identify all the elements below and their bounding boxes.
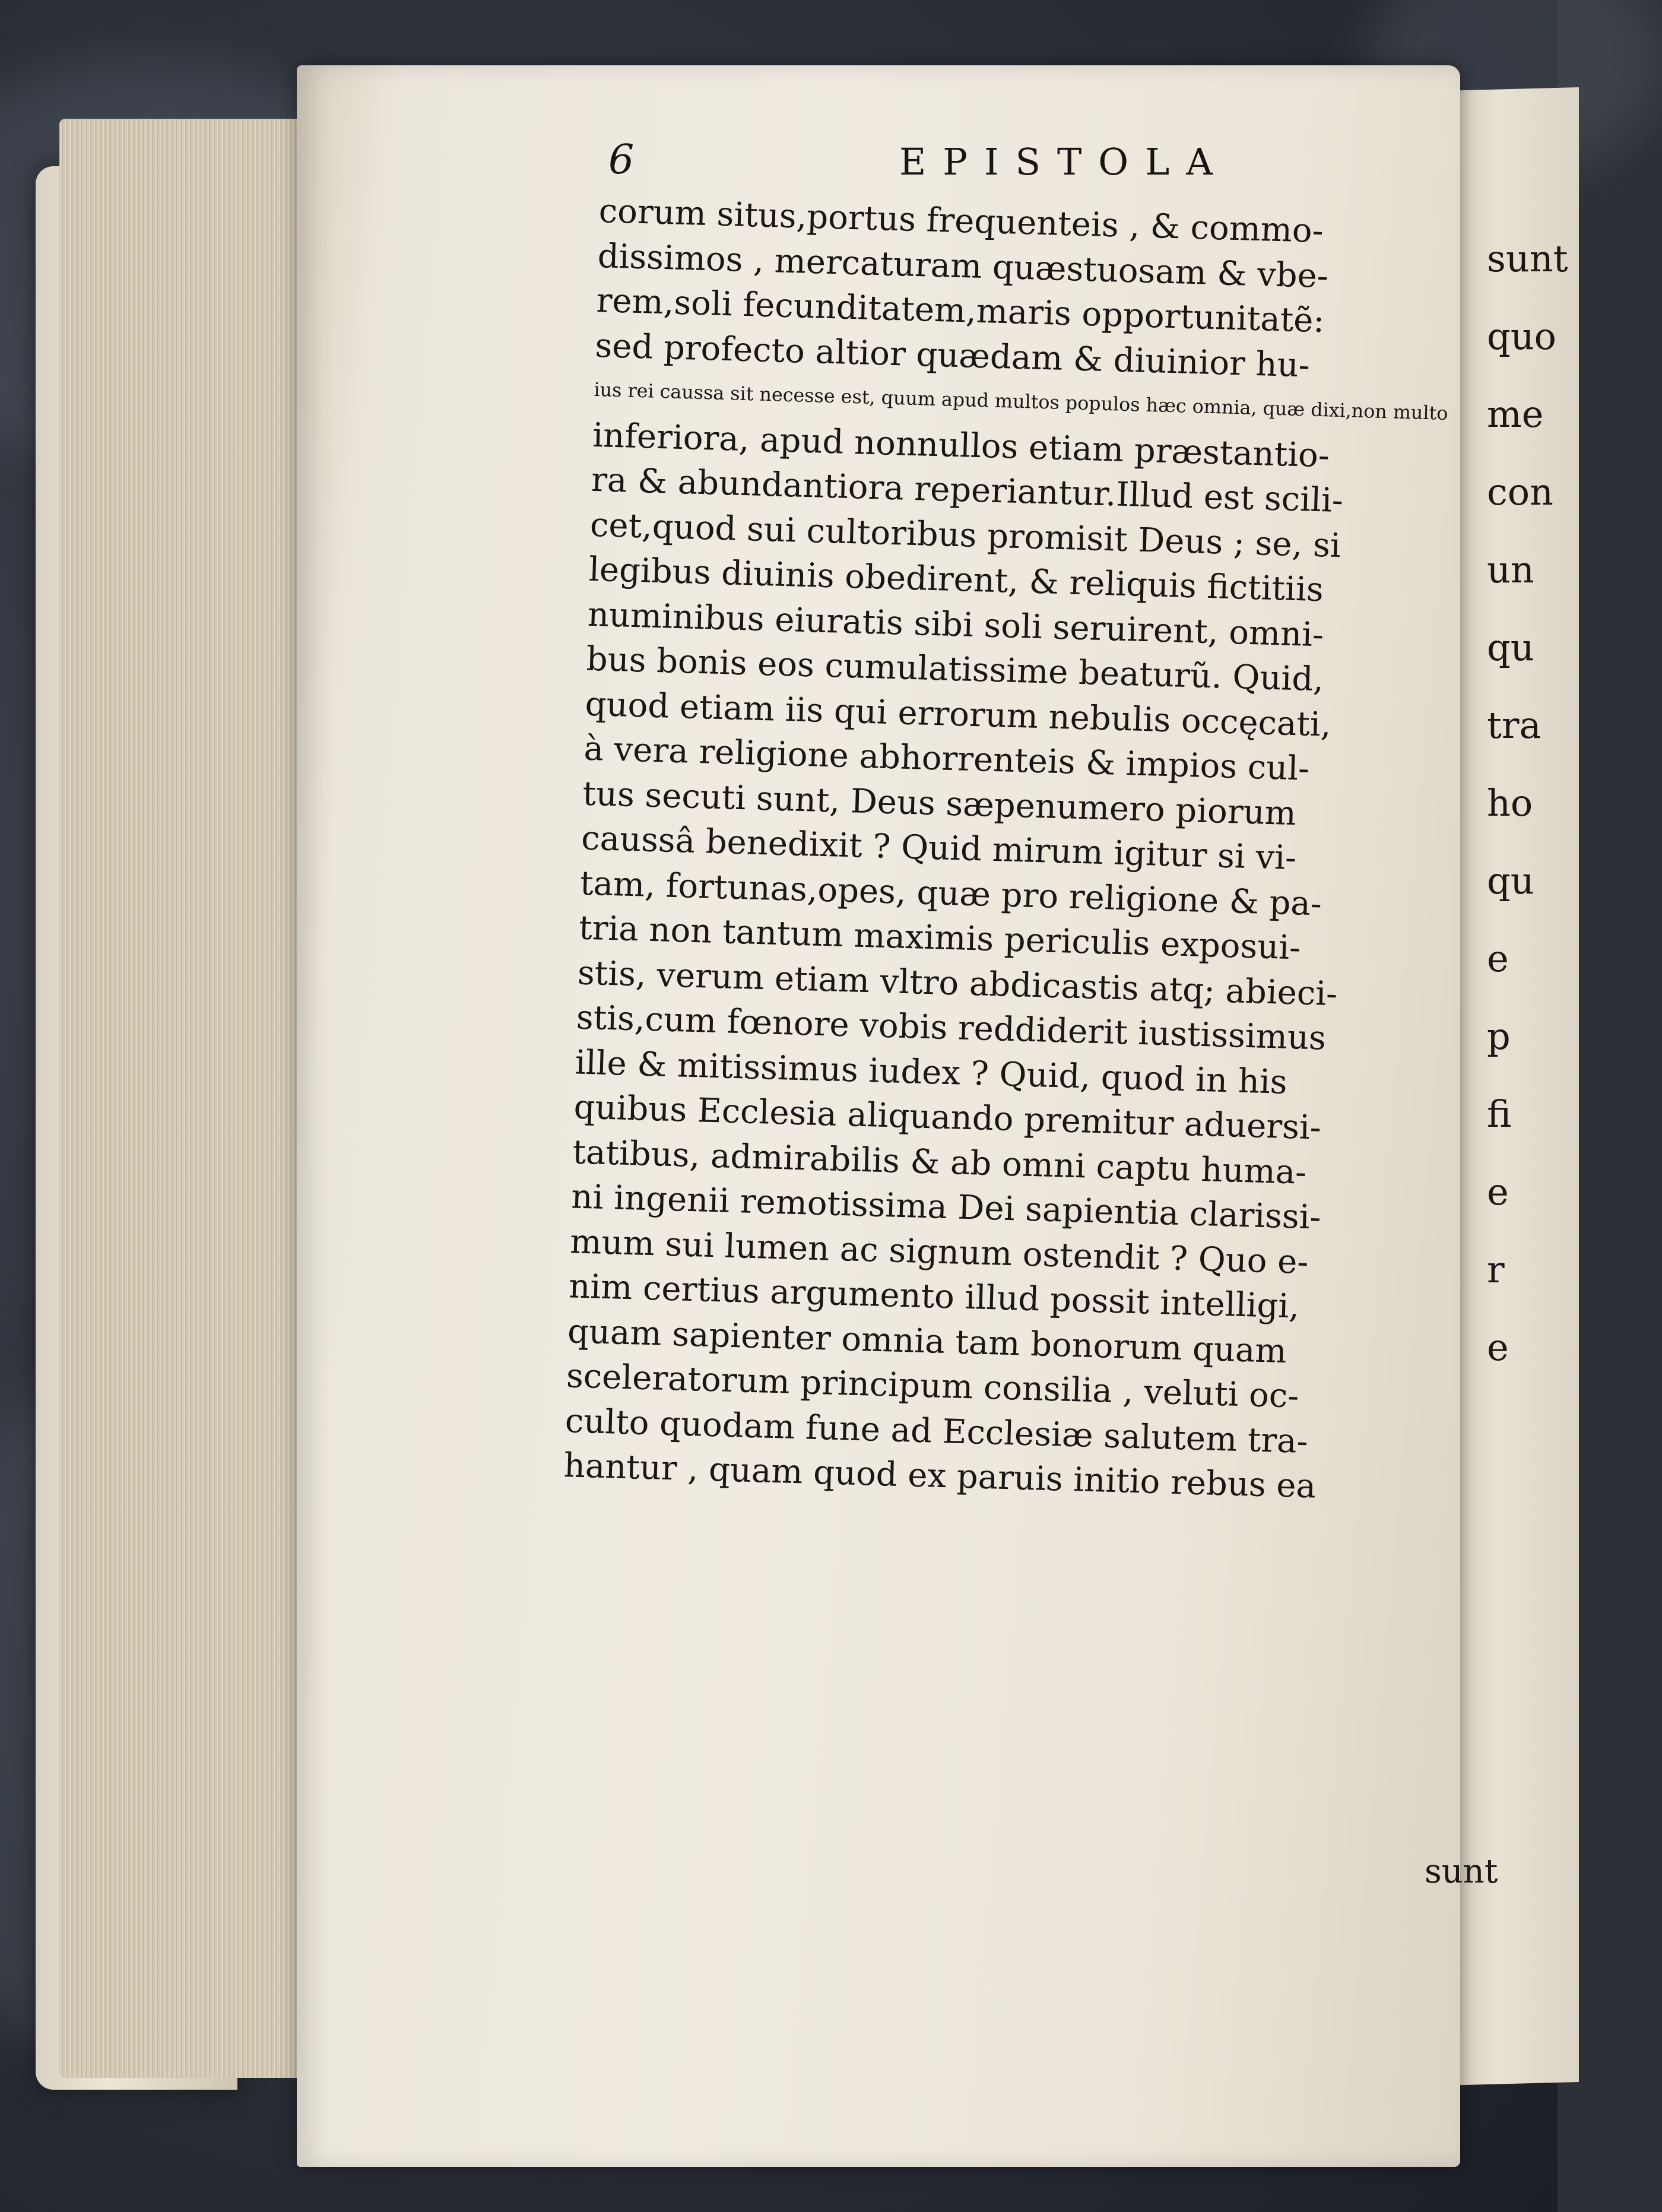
text-line: culto quodam fune ad Ecclesiæ salutem tra- [564,1401,1309,1461]
text-line: corum situs,portus frequenteis , & commo- [598,191,1324,251]
page-number: 6 [608,137,635,183]
running-head: EPISTOLA [899,140,1230,183]
text-line: cet,quod sui cultoribus promisit Deus ; se, si [589,505,1341,565]
text-line: tus secuti sunt, Deus sæpenumero piorum [582,774,1297,833]
text-line: tatibus, admirabilis & ab omni captu huma- [572,1132,1307,1192]
page-edges [59,119,309,2078]
text-line: mum sui lumen ac signum ostendit ? Quo e- [569,1222,1309,1282]
text-line: caussâ benedixit ? Quid mirum igitur si vi- [581,819,1297,878]
text-line: numinibus eiuratis sibi soli seruirent, omni- [587,595,1324,654]
text-line: hantur , quam quod ex paruis initio rebus ea [563,1446,1317,1506]
text-line: bus bonis eos cumulatissime beaturũ. Quid, [585,639,1324,699]
text-line: quibus Ecclesia aliquando premitur aduersi- [573,1088,1322,1148]
text-line: sceleratorum principum consilia , veluti oc- [566,1357,1300,1416]
text-line: sed profecto altior quædam & diuinior hu- [594,326,1311,385]
text-line: stis, verum etiam vltro abdicastis atq; abieci- [577,953,1339,1013]
catchword: sunt [1425,1852,1498,1891]
text-line: ra & abundantiora reperiantur.Illud est scili- [591,460,1344,521]
text-line: dissimos , mercaturam quæstuosam & vbe- [597,236,1329,296]
text-line: tria non tantum maximis periculis exposui- [578,908,1302,968]
facing-page-text: sunt quo me con un qu tra ho qu e p fi e r e [1487,237,1568,1369]
text-line: inferiora, apud nonnullos etiam præstantio- [592,416,1330,475]
text-line: rem,soli fecunditatem,maris opportunitatẽ: [595,281,1325,341]
text-line: quam sapienter omnia tam bonorum quam [567,1311,1287,1371]
text-line: à vera religione abhorrenteis & impios cul- [583,729,1311,788]
text-line: ius rei caussa sit necesse est, quum apud multos populos hæc omnia, quæ dixi,non multo [594,379,1448,425]
text-line: legibus diuinis obedirent, & reliquis fictitiis [588,550,1324,610]
text-line: ni ingenii remotissima Dei sapientia clarissi- [570,1177,1322,1237]
text-line: nim certius argumento illud possit intelligi, [568,1267,1300,1326]
body-text [563,189,1466,1512]
text-line: quod etiam iis qui errorum nebulis occęcati, [584,684,1332,744]
text-line: stis,cum fœnore vobis reddiderit iustissimus [576,998,1327,1058]
text-line: ille & mitissimus iudex ? Quid, quod in his [574,1042,1288,1102]
text-line: tam, fortunas,opes, quæ pro religione & pa- [579,864,1322,923]
